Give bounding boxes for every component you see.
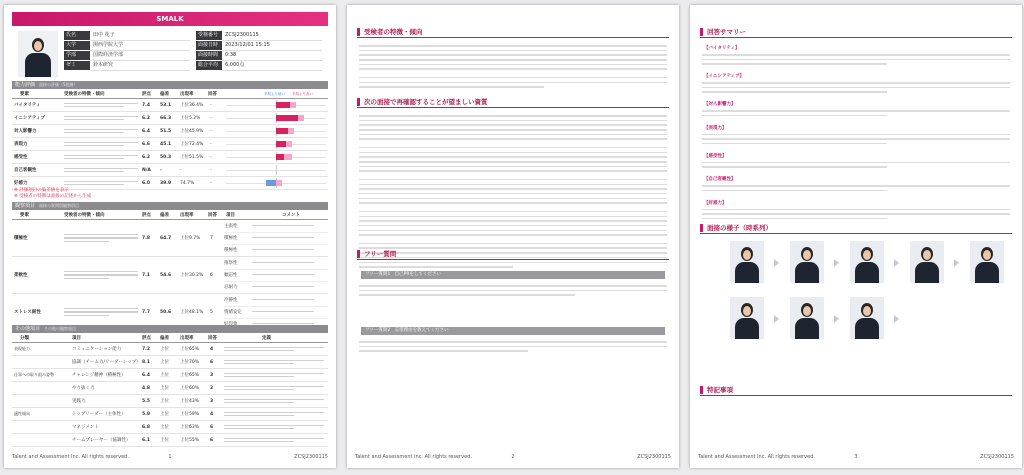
score: 4.8 [142,385,150,391]
table-row [12,382,328,395]
next-arrow-icon [894,315,899,323]
sub-item: 冷静性 [224,298,238,303]
profile-left [64,31,190,71]
table-header [12,211,328,220]
ability-table [12,90,328,190]
next-arrow-icon [954,259,959,267]
copyright: Talent and Assessment Inc. All rights reserved. [12,454,129,460]
deviation: 上位 [160,347,169,352]
candidate-photo [18,31,58,77]
table-row [12,138,328,151]
observation-name: ストレス耐性 [14,310,41,315]
score: 7.7 [142,309,150,315]
rate: 上位65% [180,373,200,378]
deviation: 上位 [160,438,169,443]
section-header-observation [12,202,328,210]
exam-id: ZCSJ2300115 [980,454,1014,460]
answer: - [210,180,212,186]
th: 出現率 [180,213,194,218]
deviation: 64.7 [160,235,172,241]
observation-name: 柔軟性 [14,273,28,278]
profile-value: 田中 花子 [91,31,190,41]
answer: 5 [210,309,213,315]
note-1: ※ 評価項目の偏差値を表示 [14,188,69,193]
profile-value: 0:38 [223,51,322,61]
score-bar [276,180,282,186]
th: 評点 [142,213,151,218]
score: 6.0 [142,180,150,186]
score: 7.2 [142,346,150,352]
deviation: 上位 [160,373,169,378]
definition-text [224,434,324,446]
item: 実践力 [72,399,86,404]
section-title: 観察項目 [15,203,36,209]
deviation: 39.9 [160,180,172,186]
score-bar-strong [276,128,288,134]
deviation: 53.1 [160,102,172,108]
answer: 7 [210,235,213,241]
section-heading: 面接の様子（時系列） [700,223,1012,234]
text-block [702,134,1010,148]
profile-value: 関西学院大学 [91,41,190,51]
score-bar-strong [276,154,284,160]
deviation: 上位 [160,412,169,417]
sub-item: 推察性 [224,261,238,266]
profile-label: 学部 [64,51,90,60]
next-arrow-icon [894,259,899,267]
th: 回答 [208,213,217,218]
summary-group-heading: 【対人影響力】 [704,102,736,108]
section-heading: 回答サマリー [700,27,1012,38]
table-row [12,99,328,112]
ability-name: 自己客観性 [14,168,37,173]
profile-value: 2023/12/01 15:15 [223,41,322,51]
table-row [12,408,328,421]
deviation: 45.1 [160,141,172,147]
category [14,356,64,368]
answer: - [210,154,212,160]
th: 出現率 [180,336,194,341]
th: コメント [282,213,300,218]
trait-text [64,138,138,150]
definition-text [224,421,324,433]
exam-id: ZCSJ2300115 [637,454,671,460]
sub-item: 順応性 [224,273,238,278]
rate: - [180,167,182,173]
section-header-other [12,325,328,333]
item: チャレンジ精神（積極性） [72,373,126,378]
definition-text [224,369,324,381]
answer: - [210,128,212,134]
answer: - [210,115,212,121]
rate: 上位5.2% [180,116,201,121]
score: 6.2 [142,154,150,160]
score: N/A [142,167,151,173]
ability-name: イニシアティブ [14,116,45,121]
score: 7.1 [142,272,150,278]
next-arrow-icon [774,315,779,323]
deviation: 上位 [160,399,169,404]
text-block [702,209,1010,223]
th: 分類 [20,336,29,341]
category [14,421,64,433]
score: 6.1 [142,437,150,443]
profile-value: 6,000点 [223,61,322,71]
score: 6.4 [142,372,150,378]
profile-label: 受検番号 [196,31,222,40]
score: 8.1 [142,359,150,365]
trait-text [64,99,138,111]
answer: - [210,167,212,173]
section-heading: 特記事項 [700,385,1012,396]
section-title: 能力評価 [15,82,36,88]
score: 7.8 [142,235,150,241]
profile-label: 総合平均 [196,61,222,70]
interview-frame-thumbnail[interactable] [970,241,1004,283]
rate: 上位48.1% [180,310,204,315]
item: マネジメント [72,425,99,430]
profile-label: ゼミ [64,61,90,70]
table-row [12,356,328,369]
category: 表現能力 [14,346,30,351]
answer: 6 [210,272,213,278]
profile-value: ZCSJ2300115 [223,31,322,41]
summary-group-heading: 【バイタリティ】 [704,46,740,51]
item: トップリーダー（主体性） [72,412,126,417]
table-header [12,90,328,99]
rate: 上位65% [180,347,200,352]
trait-text [64,177,138,189]
sub-item-row [224,281,328,293]
text-block [359,115,667,271]
summary-group-heading: 【イニシアティブ】 [704,74,745,80]
answer: 6 [210,437,214,443]
ability-name: 感受性 [14,155,28,160]
deviation: 66.3 [160,115,172,121]
table-row [12,421,328,434]
th: 回答 [208,92,217,97]
free-question-2: フリー質問2 志望理由を教えてください [361,327,665,335]
scale-high-label: 平均より高い [292,91,313,96]
rate: 上位59% [180,412,200,417]
section-title: その他項目 [15,326,41,332]
interview-frame-thumbnail[interactable] [790,297,824,339]
profile-label: 氏名 [64,31,90,40]
observation-table [12,211,328,331]
rate: 上位36.4% [180,103,204,108]
table-row [12,125,328,138]
definition-text [224,382,324,394]
section-subtitle: 面接の質問別観察項目 [39,203,80,208]
text-block [359,285,667,299]
answer: 2 [210,385,214,391]
th: 受検者の特徴・傾向 [64,213,105,218]
next-arrow-icon [834,315,839,323]
th: 評点 [142,92,151,97]
next-arrow-icon [774,259,779,267]
th: 出現率 [180,92,194,97]
rate: 74.7% [180,180,195,186]
definition-text [224,356,324,368]
category [14,382,64,394]
answer: 3 [210,372,214,378]
definition-text [224,408,324,420]
rate: 上位45.9% [180,129,204,134]
th: 偏差 [160,336,169,341]
sub-item: 主張性 [224,224,238,229]
profile-right [196,31,322,71]
trait-text [64,257,138,293]
score: 6.6 [142,141,150,147]
text-block [702,162,1010,171]
profile-value: 鈴木研究 [91,61,190,71]
ability-name: 好感力 [14,181,28,186]
table-row [12,112,328,125]
score-bar-low [266,180,276,186]
th: 項目 [72,336,81,341]
trait-text [64,112,138,124]
sub-item: 積極性 [224,236,238,241]
page-number: 2 [511,454,515,460]
section-heading: 次の面接で再確認することが望ましい資質 [357,97,669,108]
table-row [12,395,328,408]
item: チームプレーヤー（協調性） [72,438,131,443]
summary-group-heading: 【自己客観性】 [704,177,736,183]
report-page-1 [4,5,336,468]
score-bar-strong [276,141,286,147]
rate: 上位72.4% [180,142,204,147]
interview-frame-thumbnail[interactable] [730,297,764,339]
rate: 上位43% [180,399,200,404]
section-heading: 受検者の特徴・傾向 [357,27,669,38]
page-footer [355,454,671,463]
copyright: Talent and Assessment Inc. All rights reserved. [698,454,815,460]
table-row [12,369,328,382]
interview-frame-thumbnail[interactable] [850,297,884,339]
page-number: 3 [854,454,858,460]
table-row [12,343,328,356]
score: 5.5 [142,398,150,404]
table-row [12,220,328,257]
sub-item: 忍耐力 [224,285,238,290]
text-block [359,45,667,91]
th: 偏差 [160,213,169,218]
report-page-3 [690,5,1022,468]
category: 適性傾向 [14,411,30,416]
interview-frame-thumbnail[interactable] [910,241,944,283]
section-subtitle: その他の観察項目 [44,326,77,331]
trait-text [64,220,138,256]
table-row [12,151,328,164]
text-block [702,110,1010,119]
deviation: - [160,167,162,173]
rate: 上位9.7% [180,236,201,241]
profile-label: 面接時間 [196,51,222,60]
deviation: 50.6 [160,309,172,315]
deviation: 上位 [160,386,169,391]
definition-text [224,343,324,355]
category: 仕事への取り組み姿勢 [14,372,54,377]
th: 回答 [208,336,217,341]
item: 協調（チーム力/リーダーシップ） [72,360,141,365]
interview-frame-thumbnail[interactable] [850,241,884,283]
item: やり抜く力 [72,386,95,391]
category [14,434,64,446]
sub-item: 積極性 [224,248,238,253]
section-header-ability [12,81,328,89]
th: 受検者の特徴・傾向 [64,92,105,97]
item: コミュニケーション能力 [72,347,122,352]
report-page-2 [347,5,679,468]
summary-group-heading: 【感受性】 [704,153,727,159]
deviation: 54.6 [160,272,172,278]
other-table [12,334,328,447]
profile-value: 国際経済学部 [91,51,190,61]
score: 6.4 [142,128,150,134]
score: 7.4 [142,102,150,108]
rate: 上位30.2% [180,273,204,278]
page-footer [12,454,328,463]
report-title-bar: SMALK [12,12,328,26]
th: 定義 [262,336,271,341]
table-row [12,434,328,447]
score: 5.9 [142,411,150,417]
section-subtitle: 面接の評価（5段階） [39,82,78,87]
score-bar-strong [276,102,290,108]
copyright: Talent and Assessment Inc. All rights reserved. [355,454,472,460]
category [14,395,64,407]
text-block [702,82,1010,96]
deviation: 上位 [160,360,169,365]
interview-frame-thumbnail[interactable] [730,241,764,283]
table-row [12,164,328,177]
trait-text [64,164,138,176]
th: 偏差 [160,92,169,97]
trait-text [64,151,138,163]
rate: 上位60% [180,386,200,391]
score-bar-strong [276,115,298,121]
answer: - [210,102,212,108]
deviation: 50.3 [160,154,172,160]
answer: 4 [210,346,214,352]
ability-name: バイタリティ [14,103,41,108]
interview-frame-thumbnail[interactable] [790,241,824,283]
sub-item-row [224,244,328,256]
note-2: ※ 受検者の特徴は面接の記述から生成 [14,194,92,199]
scale-low-label: 平均より低い [264,91,285,96]
answer: - [210,141,212,147]
deviation: 51.5 [160,128,172,134]
score: 6.8 [142,424,150,430]
next-arrow-icon [834,259,839,267]
text-block [359,341,667,355]
th: 要素 [20,92,29,97]
ability-name: 対人影響力 [14,129,37,134]
sub-item: 情緒安定 [224,310,242,315]
page-number: 1 [168,454,172,460]
th: 要素 [20,213,29,218]
answer: 4 [210,411,214,417]
profile-label: 大学 [64,41,90,50]
th: 評点 [142,336,151,341]
profile-label: 面接日時 [196,41,222,50]
answer: 6 [210,424,214,430]
th: 項目 [226,213,235,218]
table-row [12,257,328,294]
trait-text [64,125,138,137]
rate: 上位70% [180,360,200,365]
score: 6.2 [142,115,150,121]
text-block [702,185,1010,194]
summary-group-heading: 【好感力】 [704,200,727,206]
rate: 上位63% [180,425,200,430]
table-header [12,334,328,343]
rate: 上位51.5% [180,155,204,160]
page-footer [698,454,1014,463]
exam-id: ZCSJ2300115 [294,454,328,460]
deviation: 上位 [160,425,169,430]
summary-group-heading: 【表現力】 [704,125,727,131]
definition-text [224,395,324,407]
answer: 6 [210,359,214,365]
observation-name: 積極性 [14,236,28,241]
rate: 上位55% [180,438,200,443]
free-question-1: フリー質問1 自己PRをしてください [361,271,665,279]
section-heading: フリー質問 [357,249,669,260]
ability-name: 表現力 [14,142,28,147]
answer: 3 [210,398,214,404]
text-block [702,54,1010,68]
